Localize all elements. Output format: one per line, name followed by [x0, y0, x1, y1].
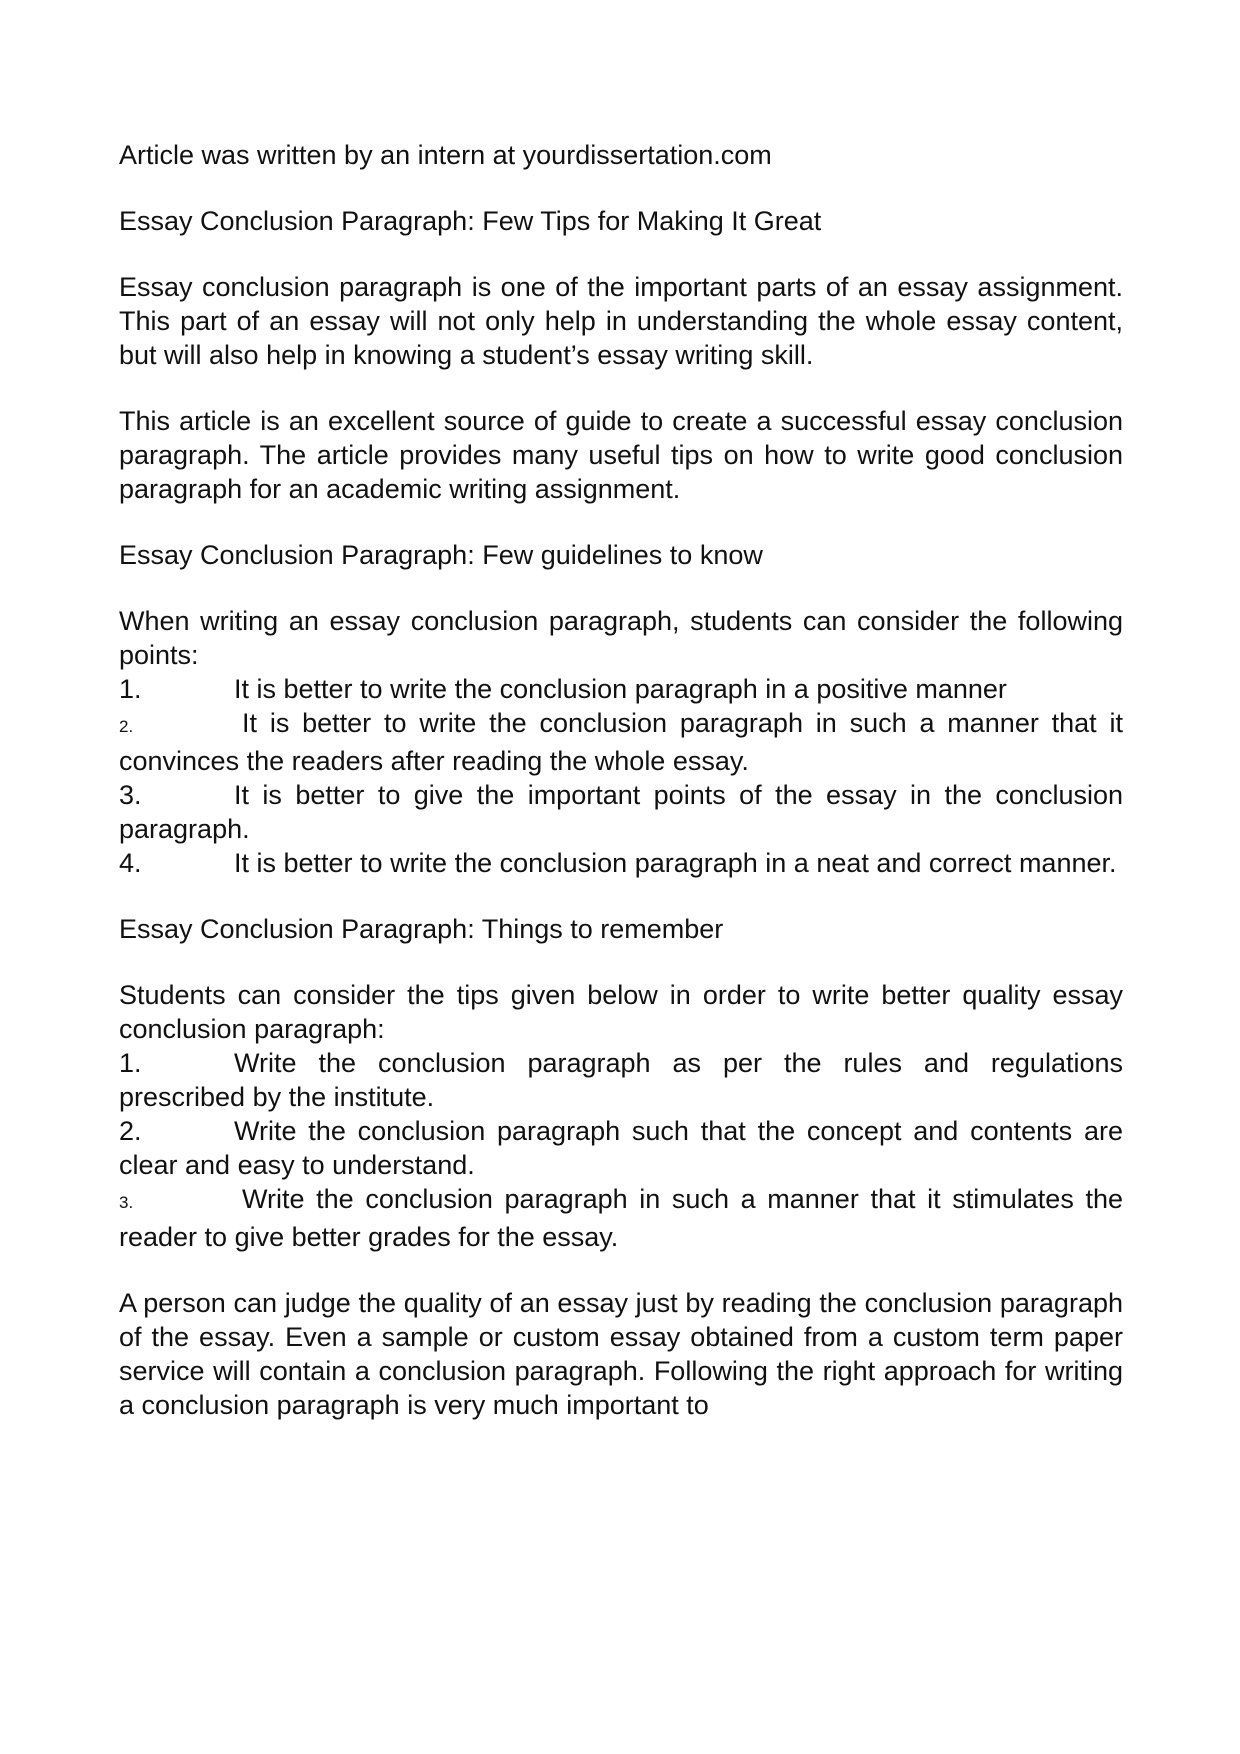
list-item [119, 672, 1123, 706]
list-item-number: 4. [119, 848, 142, 878]
section-1-lead: When writing an essay conclusion paragraph, students can consider the following points: [119, 606, 1123, 670]
paragraph-1: Essay conclusion paragraph is one of the important parts of an essay assignment. This part of an essay will not only help in understanding the whole essay content, but will also help in knowing a student’s essay writing skill. [119, 272, 1123, 370]
list-item-text: Write the conclusion paragraph as per the rules and regulations prescribed by the institute. [119, 1048, 1123, 1112]
list-item-text: Write the conclusion paragraph such that the concept and contents are clear and easy to understand. [119, 1116, 1123, 1180]
intro-line: Article was written by an intern at yourdissertation.com [119, 140, 772, 170]
list-item-number: 2. [119, 1116, 142, 1146]
list-item [119, 1114, 1123, 1182]
list-item-text: It is better to write the conclusion paragraph in a positive manner [234, 674, 1007, 704]
document-title: Essay Conclusion Paragraph: Few Tips for Making It Great [119, 206, 822, 236]
list-item-number: 3. [119, 1193, 134, 1212]
list-item-number: 2. [119, 717, 134, 736]
paragraph-2: This article is an excellent source of guide to create a successful essay conclusion paragraph. The article provides many useful tips on how to write good conclusion paragraph for an academic writing assignment. [119, 406, 1123, 504]
list-item [119, 846, 1123, 880]
list-item-text: It is better to write the conclusion paragraph in a neat and correct manner. [234, 848, 1117, 878]
section-2-lead: Students can consider the tips given below in order to write better quality essay conclusion paragraph: [119, 980, 1123, 1044]
section-2-heading: Essay Conclusion Paragraph: Things to remember [119, 914, 724, 944]
list-item [119, 778, 1123, 846]
document-page [119, 138, 1123, 1422]
list-item [119, 706, 1123, 778]
closing-paragraph: A person can judge the quality of an essay just by reading the conclusion paragraph of the essay. Even a sample or custom essay obtained from a custom term paper service will contain a conclusion paragraph. Following the right approach for writing a conclusion paragraph is very much important to [119, 1288, 1123, 1420]
list-item-number: 3. [119, 780, 142, 810]
list-item-text: It is better to write the conclusion paragraph in such a manner that it convinces the readers after reading the whole essay. [119, 708, 1123, 776]
list-item-number: 1. [119, 1048, 142, 1078]
section-1-heading: Essay Conclusion Paragraph: Few guidelines to know [119, 540, 763, 570]
list-item-number: 1. [119, 674, 142, 704]
list-item-text: Write the conclusion paragraph in such a manner that it stimulates the reader to give better grades for the essay. [119, 1184, 1123, 1252]
list-item-text: It is better to give the important points of the essay in the conclusion paragraph. [119, 780, 1123, 844]
list-item [119, 1182, 1123, 1254]
list-item [119, 1046, 1123, 1114]
